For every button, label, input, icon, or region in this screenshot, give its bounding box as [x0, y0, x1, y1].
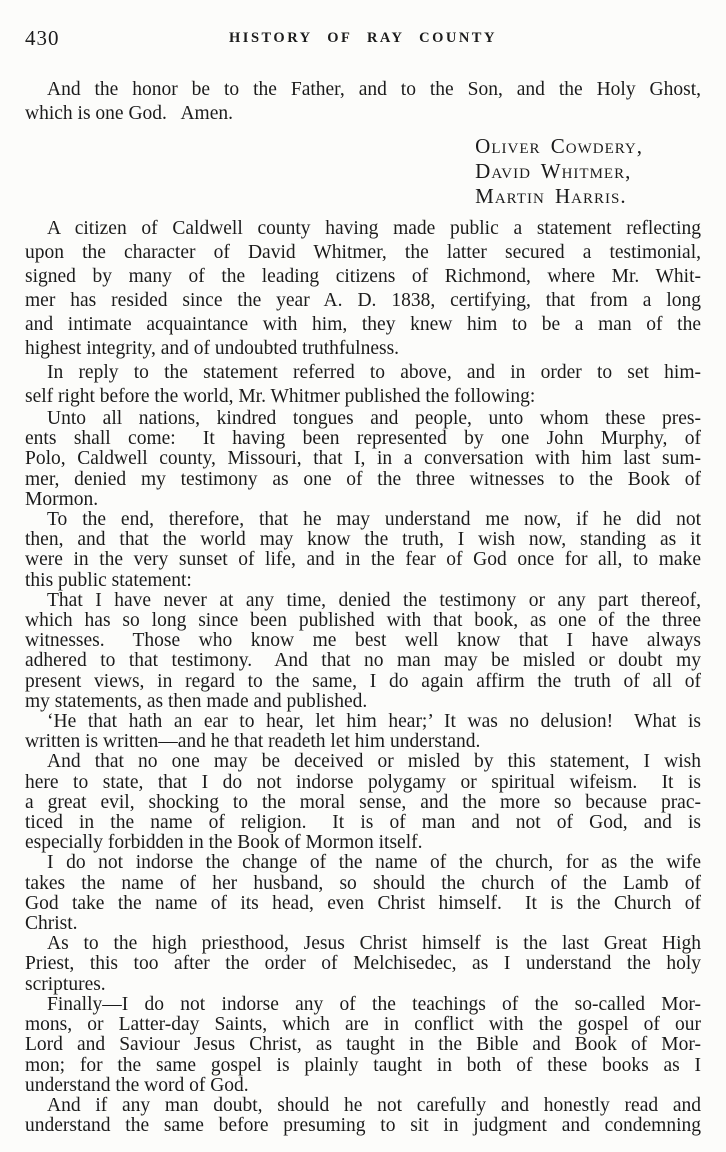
text-line: ents shall come: It having been represented by one John Murphy, of [25, 428, 701, 450]
text-line: my statements, as then made and published. [25, 690, 368, 712]
text-line: which is one God. Amen. [25, 103, 233, 124]
text-line: Mormon. [25, 488, 99, 510]
running-title: HISTORY OF RAY COUNTY [229, 30, 497, 46]
signature-line: David Whitmer, [475, 159, 632, 183]
text-line: present views, in regard to the same, I do again affirm the truth of all of [25, 670, 701, 692]
text-line: understand the word of God. [25, 1074, 249, 1096]
paragraph [25, 409, 701, 510]
text-line: adhered to that testimony. And that no man may be misled or doubt my [25, 650, 701, 672]
text-line: were in the very sunset of life, and in the fear of God once for all, to make [25, 549, 701, 571]
text-line: Unto all nations, kindred tongues and people, unto whom these pres- [47, 408, 701, 429]
text-line: That I have never at any time, denied the testimony or any part thereof, [47, 589, 701, 611]
page-header [0, 26, 726, 56]
text-line: self right before the world, Mr. Whitmer published the following: [25, 386, 536, 407]
text-line: witnesses. Those who know me best well know that I have always [25, 630, 701, 652]
signature-line: Martin Harris. [475, 184, 627, 208]
page-body [0, 56, 726, 1136]
text-line: mons, or Latter-day Saints, which are in conflict with the gospel of our [25, 1014, 701, 1036]
text-line: God take the name of its head, even Christ himself. It is the Church of [25, 892, 701, 914]
paragraph [25, 995, 701, 1096]
paragraph [25, 217, 701, 361]
paragraph [25, 853, 701, 934]
text-line: Christ. [25, 913, 78, 935]
text-line: signed by many of the leading citizens of Richmond, where Mr. Whit- [25, 266, 701, 287]
text-line: here to state, that I do not indorse polygamy or spiritual wifeism. It is [25, 771, 701, 793]
signature-block [475, 134, 643, 209]
paragraph [25, 934, 701, 995]
text-line: written is written—and he that readeth let him understand. [25, 731, 481, 753]
text-line: highest integrity, and of undoubted truthfulness. [25, 338, 400, 359]
text-line: To the end, therefore, that he may understand me now, if he did not [47, 509, 701, 531]
text-line: ‘He that hath an ear to hear, let him hear;’ It was no delusion! What is [47, 711, 701, 733]
signature-line: Oliver Cowdery, [475, 134, 643, 158]
text-line: Lord and Saviour Jesus Christ, as taught in the Bible and Book of Mor- [25, 1034, 701, 1056]
paragraph [25, 591, 701, 712]
text-line: mer has resided since the year A. D. 1838, certifying, that from a long [25, 290, 701, 311]
text-line: And that no one may be deceived or misled by this statement, I wish [47, 751, 701, 773]
page-number: 430 [25, 26, 60, 50]
text-line: A citizen of Caldwell county having made public a statement reflecting [47, 218, 701, 239]
text-line: And the honor be to the Father, and to the Son, and the Holy Ghost, [47, 79, 701, 100]
paragraph [25, 78, 701, 126]
text-line: a great evil, shocking to the moral sense, and the more so because prac- [25, 791, 701, 813]
paragraph [25, 510, 701, 591]
text-line: In reply to the statement referred to above, and in order to set him- [47, 362, 701, 383]
text-line: which has so long since been published with that book, as one of the three [25, 610, 701, 632]
text-line: And if any man doubt, should he not carefully and honestly read and [47, 1094, 701, 1116]
text-line: Priest, this too after the order of Melchisedec, as I understand the holy [25, 953, 701, 975]
text-line: and intimate acquaintance with him, they knew him to be a man of the [25, 314, 701, 335]
text-line: takes the name of her husband, so should the church of the Lamb of [25, 872, 701, 894]
text-line: mon; for the same gospel is plainly taught in both of these books as I [25, 1054, 701, 1076]
paragraph [25, 1096, 701, 1136]
paragraph [25, 712, 701, 752]
text-line: As to the high priesthood, Jesus Christ himself is the last Great High [47, 933, 701, 955]
paragraph [25, 752, 701, 853]
text-line: especially forbidden in the Book of Mormon itself. [25, 832, 423, 854]
text-line: Polo, Caldwell county, Missouri, that I, in a conversation with him last sum- [25, 448, 701, 470]
text-line: Finally—I do not indorse any of the teachings of the so-called Mor- [47, 993, 701, 1015]
text-line: upon the character of David Whitmer, the latter secured a testimonial, [25, 242, 701, 263]
paragraph [25, 361, 701, 409]
text-line: scriptures. [25, 973, 106, 995]
text-line: I do not indorse the change of the name of the church, for as the wife [47, 852, 701, 874]
text-line: ticed in the name of religion. It is of man and not of God, and is [25, 812, 701, 834]
text-line: this public statement: [25, 569, 192, 591]
text-line: mer, denied my testimony as one of the three witnesses to the Book of [25, 468, 701, 490]
text-line: understand the same before presuming to sit in judgment and condemning [25, 1115, 701, 1137]
text-line: then, and that the world may know the truth, I wish now, standing as it [25, 529, 701, 551]
